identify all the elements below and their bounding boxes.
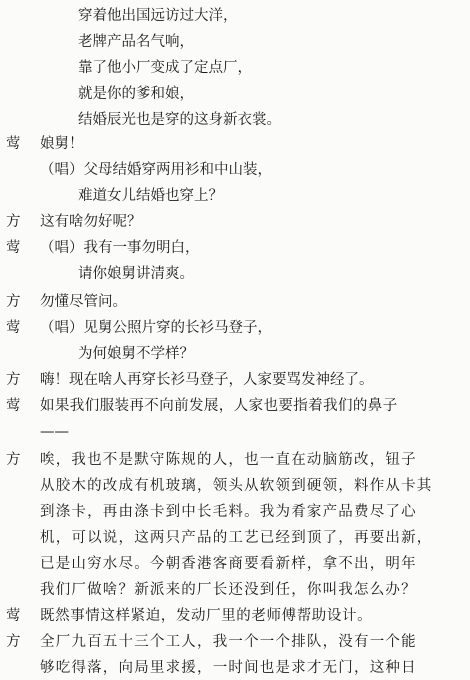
speaker-label: 莺 xyxy=(6,398,21,414)
dialogue-text: 请你娘舅讲清爽。 xyxy=(78,266,194,282)
script-line xyxy=(0,604,470,628)
script-line xyxy=(0,316,470,340)
dialogue-text: 勿懂尽管问。 xyxy=(40,294,127,310)
script-line xyxy=(0,184,470,208)
script-line xyxy=(0,420,470,444)
dialogue-text: （唱）我有一事勿明白， xyxy=(40,240,200,256)
dialogue-text: 到涤卡，再由涤卡到中长毛料。我为肴家产品费尽了心 xyxy=(40,504,417,520)
script-line xyxy=(0,474,470,498)
dialogue-text: （唱）见舅公照片穿的长衫马登子， xyxy=(40,320,272,336)
dialogue-text: 全厂九百五十三个工人，我一个一个排队，没有一个能 xyxy=(40,634,417,650)
script-line xyxy=(0,448,470,472)
speaker-label: 莺 xyxy=(6,136,21,152)
script-line xyxy=(0,158,470,182)
dialogue-text: 老牌产品名气响， xyxy=(78,34,194,50)
script-line xyxy=(0,236,470,260)
speaker-label: 方 xyxy=(6,294,21,310)
speaker-label: 莺 xyxy=(6,608,21,624)
script-line xyxy=(0,262,470,286)
dialogue-text: 就是你的爹和娘， xyxy=(78,86,194,102)
dialogue-text: 够吃得落，向局里求援，一时间也是求才无门，这种日 xyxy=(40,660,417,676)
dialogue-text: 如果我们服装再不向前发展，人家也要指着我们的鼻子 xyxy=(40,398,398,414)
script-line xyxy=(0,132,470,156)
dialogue-text: 结婚辰光也是穿的这身新衣裳。 xyxy=(78,112,281,128)
script-line xyxy=(0,108,470,132)
speaker-label: 莺 xyxy=(6,320,21,336)
speaker-label: 莺 xyxy=(6,240,21,256)
speaker-label: 方 xyxy=(6,372,21,388)
dialogue-text: 唉，我也不是默守陈规的人，也一直在动脑筋改，钮子 xyxy=(40,452,417,468)
script-line xyxy=(0,56,470,80)
script-line xyxy=(0,578,470,602)
dialogue-text: 这有啥勿好呢？ xyxy=(40,214,142,230)
dialogue-text: 靠了他小厂变成了定点厂， xyxy=(78,60,252,76)
speaker-label: 方 xyxy=(6,452,21,468)
dialogue-text: 难道女儿结婚也穿上？ xyxy=(78,188,223,204)
dialogue-text: 为何娘舅不学样？ xyxy=(78,346,194,362)
script-line xyxy=(0,394,470,418)
script-line xyxy=(0,30,470,54)
script-line xyxy=(0,342,470,366)
script-line xyxy=(0,500,470,524)
dialogue-text: —— xyxy=(40,424,69,440)
speaker-label: 方 xyxy=(6,214,21,230)
script-line xyxy=(0,552,470,576)
script-line xyxy=(0,290,470,314)
script-line xyxy=(0,630,470,654)
script-line xyxy=(0,526,470,550)
dialogue-text: 已是山穷水尽。今朝香港客商要看新样，拿不出，明年 xyxy=(40,556,417,572)
dialogue-text: 娘舅！ xyxy=(40,136,84,152)
speaker-label: 方 xyxy=(6,634,21,650)
dialogue-text: 嗨！现在啥人再穿长衫马登子，人家要骂发神经了。 xyxy=(40,372,374,388)
script-line xyxy=(0,656,470,680)
script-line xyxy=(0,82,470,106)
dialogue-text: 我们厂做啥？新派来的厂长还没到任，你叫我怎么办？ xyxy=(40,582,417,598)
dialogue-text: （唱）父母结婚穿两用衫和中山装， xyxy=(40,162,272,178)
script-line xyxy=(0,210,470,234)
dialogue-text: 从胶木的改成有机玻璃，领头从软领到硬领，料作从卡其 xyxy=(40,478,433,494)
dialogue-text: 穿着他出国远访过大洋， xyxy=(78,8,238,24)
dialogue-text: 既然事情这样紧迫，发动厂里的老师傅帮助设计。 xyxy=(40,608,373,624)
script-line xyxy=(0,4,470,28)
dialogue-text: 机，可以说，这两只产品的工艺已经到顶了，再要出新， xyxy=(40,530,433,546)
script-line xyxy=(0,368,470,392)
